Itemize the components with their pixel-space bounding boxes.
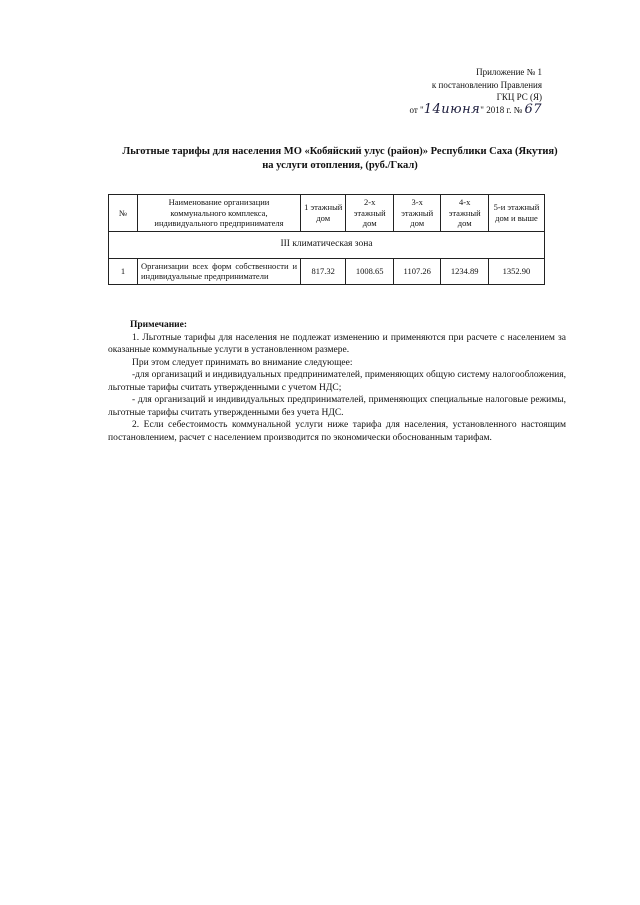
date-prefix: от " — [409, 104, 424, 115]
note-1: 1. Льготные тарифы для населения не подлежат изменению и применяются при расчете с населением за оказанные коммунальные услуги в установленном размере. — [108, 332, 566, 355]
notes-heading: Примечание: — [130, 320, 188, 330]
appendix-line-2: к постановлению Правления — [431, 79, 542, 90]
header-2-floor: 2-х этажный дом — [346, 195, 394, 232]
handwritten-number: 67 — [524, 101, 542, 117]
header-org: Наименование организации коммунального комплекса, индивидуального предпринимателя — [138, 195, 301, 232]
table-header-row — [109, 195, 545, 232]
tariff-table — [108, 194, 545, 285]
date-year: 2018 г. № — [486, 104, 523, 115]
note-general-tax: -для организаций и индивидуальных предпринимателей, применяющих общую систему налогообложения, льготные тарифы считать утвержденными с учетом НДС; — [108, 370, 566, 393]
title-line-1: Льготные тарифы для населения МО «Кобяйский улус (район)» Республики Саха (Якутия) — [122, 146, 558, 157]
appendix-header — [409, 66, 542, 116]
table-row — [109, 258, 545, 284]
notes-section — [108, 319, 566, 444]
row-tariff-5: 1352.90 — [488, 258, 544, 284]
header-num: № — [109, 195, 138, 232]
appendix-date-line: от "14июня" 2018 г. № 67 — [409, 101, 542, 117]
zone-row — [109, 231, 545, 258]
row-tariff-4: 1234.89 — [441, 258, 489, 284]
note-special-tax: - для организаций и индивидуальных предпринимателей, применяющих специальные налоговые режимы, льготные тарифы считать утвержденными без учета НДС. — [108, 395, 566, 418]
title-line-2: на услуги отопления, (руб./Гкал) — [262, 160, 418, 171]
header-5-floor: 5-и этажный дом и выше — [488, 195, 544, 232]
handwritten-month: июня — [441, 101, 481, 117]
note-2: 2. Если себестоимость коммунальной услуги ниже тарифа для населения, установленного настоящим постановлением, расчет с населением производится по экономически обоснованным тарифам. — [108, 420, 566, 443]
row-org: Организации всех форм собственности и индивидуальные предприниматели — [138, 258, 301, 284]
row-tariff-1: 817.32 — [301, 258, 346, 284]
document-title — [100, 145, 580, 173]
header-4-floor: 4-х этажный дом — [441, 195, 489, 232]
climate-zone: III климатическая зона — [109, 231, 545, 258]
appendix-line-1: Приложение № 1 — [476, 67, 542, 77]
row-tariff-3: 1107.26 — [393, 258, 441, 284]
row-num: 1 — [109, 258, 138, 284]
handwritten-day: 14 — [423, 101, 442, 117]
header-1-floor: 1 этажный дом — [301, 195, 346, 232]
appendix-line-3: ГКЦ РС (Я) — [496, 92, 542, 102]
row-tariff-2: 1008.65 — [346, 258, 394, 284]
header-3-floor: 3-х этажный дом — [393, 195, 441, 232]
note-intro: При этом следует принимать во внимание следующее: — [132, 357, 353, 368]
